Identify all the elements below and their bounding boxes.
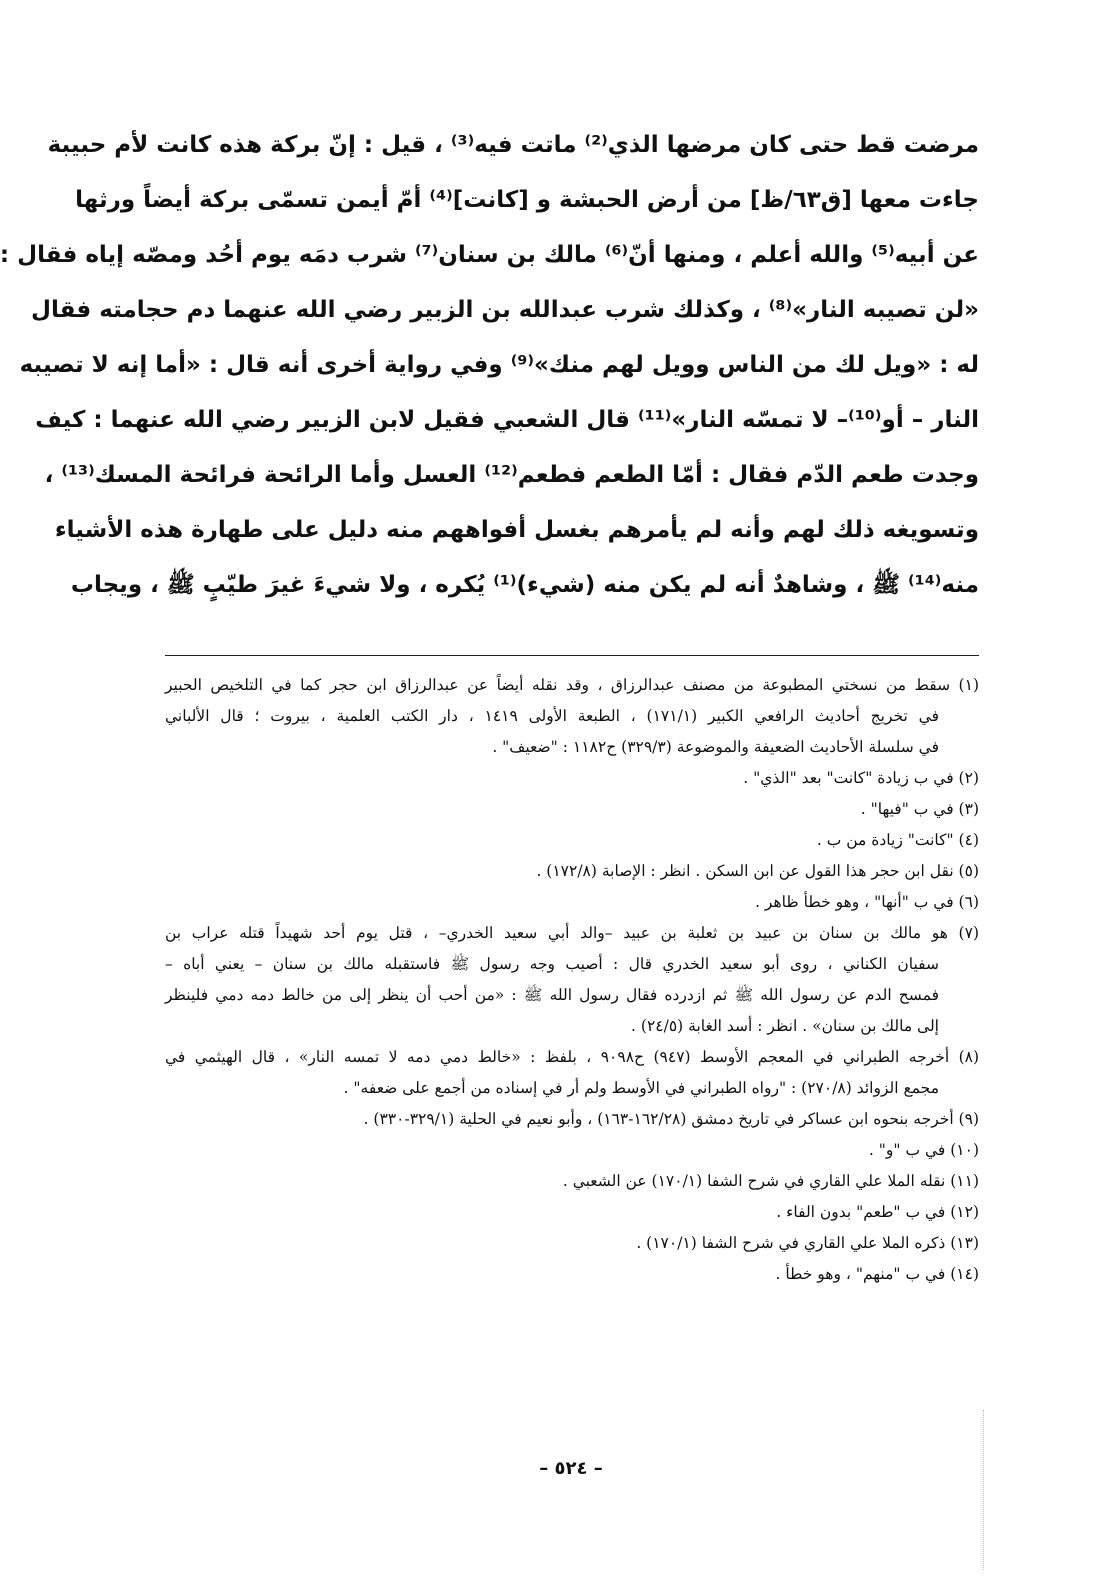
footnote-1: (١) سقط من نسختي المطبوعة من مصنف عبدالرزاق ، وقد نقله أيضاً عن عبدالرزاق ابن حجر كما في التلخيص الحبير bbox=[165, 676, 979, 694]
main-text-line: النار – أو⁽¹⁰⁾– لا تمسّه النار»⁽¹¹⁾ قال الشعبي فقيل لابن الزبير رضي الله عنهما : كيف bbox=[35, 407, 979, 433]
footnote-13: (١٣) ذكره الملا علي القاري في شرح الشفا (١٧٠/١) . bbox=[636, 1234, 979, 1252]
footnote-8-continuation: مجمع الزوائد (٢٧٠/٨) : "رواه الطبراني في الأوسط ولم أر في إسناده من أجمع على ضعفه" . bbox=[343, 1079, 939, 1097]
page-number: – ٥٢٤ – bbox=[539, 1458, 603, 1479]
footnote-9: (٩) أخرجه بنحوه ابن عساكر في تاريخ دمشق (١٦٢/٢٨-١٦٣) ، وأبو نعيم في الحلية (٣٢٩/١-٣٣٠) . bbox=[363, 1110, 979, 1128]
main-text-line: وجدت طعم الدّم فقال : أمّا الطعم فطعم⁽¹²⁾ العسل وأما الرائحة فرائحة المسك⁽¹³⁾ ، bbox=[44, 462, 979, 488]
footnote-6: (٦) في ب "أنها" ، وهو خطأ ظاهر . bbox=[755, 893, 979, 911]
footnotes-section bbox=[165, 670, 979, 1290]
footnote-12: (١٢) في ب "طعم" بدون الفاء . bbox=[776, 1203, 979, 1221]
footnote-1-continuation: في تخريج أحاديث الرافعي الكبير (١٧١/١) ، الطبعة الأولى ١٤١٩ ، دار الكتب العلمية ، بيروت ؛ قال الألباني bbox=[165, 707, 939, 725]
footnote-7-continuation: سفيان الكناني ، روى أبو سعيد الخدري قال : أصيب وجه رسول ﷺ فاستقبله مالك بن سنان – يعني أباه – bbox=[165, 955, 939, 973]
footnote-1-continuation: في سلسلة الأحاديث الضعيفة والموضوعة (٣٢٩/٣) ح١١٨٢ : "ضعيف" . bbox=[492, 738, 939, 756]
footnote-7-continuation: إلى مالك بن سنان» . انظر : أسد الغابة (٢٤/٥) . bbox=[631, 1017, 939, 1035]
main-text-line: له : «ويل لك من الناس وويل لهم منك»⁽⁹⁾ وفي رواية أخرى أنه قال : «أما إنه لا تصيبه bbox=[19, 352, 979, 378]
main-text-line: وتسويغه ذلك لهم وأنه لم يأمرهم بغسل أفواههم منه دليل على طهارة هذه الأشياء bbox=[54, 517, 979, 543]
main-body-text bbox=[0, 118, 979, 613]
footnote-11: (١١) نقله الملا علي القاري في شرح الشفا (١٧٠/١) عن الشعبي . bbox=[562, 1172, 979, 1190]
footnote-3: (٣) في ب "فيها" . bbox=[860, 800, 979, 818]
main-text-line: مرضت قط حتى كان مرضها الذي⁽²⁾ ماتت فيه⁽³⁾ ، قيل : إنّ بركة هذه كانت لأم حبيبة bbox=[47, 132, 979, 158]
footnote-7: (٧) هو مالك بن سنان بن عبيد بن ثعلبة بن عبيد –والد أبي سعيد الخدري– ، قتل يوم أحد شهيداً قتله عراب بن bbox=[165, 924, 979, 942]
main-text-line: «لن تصيبه النار»⁽⁸⁾ ، وكذلك شرب عبدالله بن الزبير رضي الله عنهما دم حجامته فقال bbox=[31, 297, 979, 323]
main-text-line: عن أبيه⁽⁵⁾ والله أعلم ، ومنها أنّ⁽⁶⁾ مالك بن سنان⁽⁷⁾ شرب دمَه يوم أحُد ومصّه إياه فقال : bbox=[0, 242, 979, 268]
footnote-10: (١٠) في ب "و" . bbox=[868, 1141, 979, 1159]
main-text-line: منه⁽¹⁴⁾ ﷺ ، وشاهدٌ أنه لم يكن منه (شيء)⁽¹⁾ يُكره ، ولا شيءَ غيرَ طيّبٍ ﷺ ، ويجاب bbox=[70, 572, 979, 598]
footnote-14: (١٤) في ب "منهم" ، وهو خطأ . bbox=[775, 1265, 979, 1283]
footnote-8: (٨) أخرجه الطبراني في المعجم الأوسط (٩٤٧) ح٩٠٩٨ ، بلفظ : «خالط دمي دمه لا تمسه النار» ، قال الهيثمي في bbox=[165, 1048, 980, 1066]
scan-margin-mark bbox=[983, 1410, 984, 1570]
footnote-4: (٤) "كانت" زيادة من ب . bbox=[816, 831, 979, 849]
footnote-divider bbox=[165, 655, 979, 656]
footnote-2: (٢) في ب زيادة "كانت" بعد "الذي" . bbox=[743, 769, 979, 787]
footnote-7-continuation: فمسح الدم عن رسول الله ﷺ ثم ازدرده فقال رسول الله ﷺ : «من أحب أن ينظر إلى من خالط دمه دمي فلينظر bbox=[165, 986, 939, 1004]
footnote-5: (٥) نقل ابن حجر هذا القول عن ابن السكن . انظر : الإصابة (١٧٢/٨) . bbox=[536, 862, 979, 880]
main-text-line: جاءت معها [ق٦٣/ظ] من أرض الحبشة و [كانت]⁽⁴⁾ أمّ أيمن تسمّى بركة أيضاً ورثها bbox=[75, 187, 979, 213]
